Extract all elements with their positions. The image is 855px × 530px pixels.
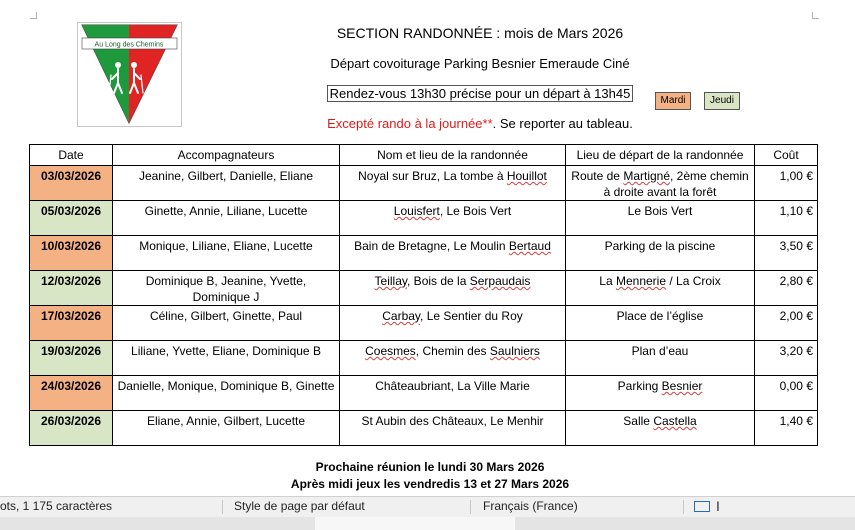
- header-date: Date: [30, 145, 113, 166]
- status-separator: [470, 500, 471, 514]
- games-afternoon: Après midi jeux les vendredis 13 et 27 Mars 2026: [290, 477, 570, 491]
- date-cell[interactable]: 05/03/2026: [30, 201, 113, 236]
- table-row: [30, 306, 818, 341]
- status-bar: [0, 496, 855, 517]
- status-separator: [683, 500, 684, 514]
- start-place-cell[interactable]: Salle Castella: [566, 411, 755, 446]
- header-start-place: Lieu de départ de la randonnée: [566, 145, 755, 166]
- departure-info: Départ covoiturage Parking Besnier Emeraude Ciné: [330, 56, 630, 71]
- header-hike-name: Nom et lieu de la randonnée: [340, 145, 566, 166]
- exception-red-text: Excepté rando à la journée**: [327, 116, 493, 131]
- cost-cell[interactable]: 1,10 €: [755, 201, 818, 236]
- guides-cell[interactable]: Monique, Liliane, Eliane, Lucette: [113, 236, 340, 271]
- text-cursor-icon: I: [716, 498, 720, 514]
- hike-name-cell[interactable]: Teillay, Bois de la Serpaudais: [340, 271, 566, 306]
- guides-cell[interactable]: Liliane, Yvette, Eliane, Dominique B: [113, 341, 340, 376]
- next-meeting: Prochaine réunion le lundi 30 Mars 2026: [315, 460, 545, 474]
- table-row: [30, 411, 818, 446]
- guides-cell[interactable]: Ginette, Annie, Liliane, Lucette: [113, 201, 340, 236]
- word-count[interactable]: ots, 1 175 caractères: [0, 499, 113, 513]
- hike-name-cell[interactable]: Bain de Bretagne, Le Moulin Bertaud: [340, 236, 566, 271]
- horizontal-scrollbar[interactable]: [0, 517, 855, 530]
- date-cell[interactable]: 12/03/2026: [30, 271, 113, 306]
- hikes-table[interactable]: [29, 144, 818, 446]
- legend-jeudi: Jeudi: [704, 92, 740, 110]
- table-row: [30, 376, 818, 411]
- exception-rest-text: . Se reporter au tableau.: [492, 116, 633, 131]
- table-row: [30, 271, 818, 306]
- date-cell[interactable]: 03/03/2026: [30, 166, 113, 201]
- start-place-cell[interactable]: Parking Besnier: [566, 376, 755, 411]
- date-cell[interactable]: 19/03/2026: [30, 341, 113, 376]
- start-place-cell[interactable]: Parking de la piscine: [566, 236, 755, 271]
- rendezvous-text: Rendez-vous 13h30 précise pour un départ à 13h45: [327, 85, 634, 102]
- club-logo[interactable]: [77, 22, 182, 127]
- hike-name-cell[interactable]: Noyal sur Bruz, La tombe à Houillot: [340, 166, 566, 201]
- table-row: [30, 201, 818, 236]
- start-place-cell[interactable]: La Mennerie / La Croix: [566, 271, 755, 306]
- page-corner-mark: [30, 12, 37, 19]
- date-cell[interactable]: 17/03/2026: [30, 306, 113, 341]
- exception-note: [180, 116, 780, 131]
- date-cell[interactable]: 26/03/2026: [30, 411, 113, 446]
- table-row: [30, 236, 818, 271]
- cost-cell[interactable]: 2,80 €: [755, 271, 818, 306]
- cost-cell[interactable]: 1,40 €: [755, 411, 818, 446]
- start-place-cell[interactable]: Le Bois Vert: [566, 201, 755, 236]
- page-style[interactable]: Style de page par défaut: [234, 499, 365, 513]
- guides-cell[interactable]: Dominique B, Jeanine, Yvette, Dominique J: [113, 271, 340, 306]
- hike-name-cell[interactable]: St Aubin des Châteaux, Le Menhir: [340, 411, 566, 446]
- date-cell[interactable]: 24/03/2026: [30, 376, 113, 411]
- scrollbar-thumb[interactable]: [315, 517, 515, 530]
- hike-name-cell[interactable]: Louisfert, Le Bois Vert: [340, 201, 566, 236]
- guides-cell[interactable]: Eliane, Annie, Gilbert, Lucette: [113, 411, 340, 446]
- cost-cell[interactable]: 3,20 €: [755, 341, 818, 376]
- language[interactable]: Français (France): [483, 499, 578, 513]
- header-guides: Accompagnateurs: [113, 145, 340, 166]
- logo-graphic: [78, 23, 181, 126]
- table-header-row: [30, 145, 818, 166]
- status-separator: [222, 500, 223, 514]
- hike-name-cell[interactable]: Coesmes, Chemin des Saulniers: [340, 341, 566, 376]
- guides-cell[interactable]: Céline, Gilbert, Ginette, Paul: [113, 306, 340, 341]
- cost-cell[interactable]: 0,00 €: [755, 376, 818, 411]
- logo-text: Au Long des Chemins: [94, 41, 164, 49]
- guides-cell[interactable]: Danielle, Monique, Dominique B, Ginette: [113, 376, 340, 411]
- cost-cell[interactable]: 2,00 €: [755, 306, 818, 341]
- hike-name-cell[interactable]: Châteaubriant, La Ville Marie: [340, 376, 566, 411]
- start-place-cell[interactable]: Place de l’église: [566, 306, 755, 341]
- cost-cell[interactable]: 3,50 €: [755, 236, 818, 271]
- legend-mardi: Mardi: [655, 92, 691, 110]
- start-place-cell[interactable]: Route de Martigné, 2ème chemin à droite avant la forêt: [566, 166, 755, 201]
- guides-cell[interactable]: Jeanine, Gilbert, Danielle, Eliane: [113, 166, 340, 201]
- page-corner-mark: [812, 12, 819, 19]
- hike-name-cell[interactable]: Carbay, Le Sentier du Roy: [340, 306, 566, 341]
- table-row: [30, 166, 818, 201]
- table-row: [30, 341, 818, 376]
- date-cell[interactable]: 10/03/2026: [30, 236, 113, 271]
- single-page-view-icon[interactable]: [694, 501, 710, 512]
- page-title: SECTION RANDONNÉE : mois de Mars 2026: [336, 25, 624, 41]
- start-place-cell[interactable]: Plan d’eau: [566, 341, 755, 376]
- cost-cell[interactable]: 1,00 €: [755, 166, 818, 201]
- header-cost: Coût: [755, 145, 818, 166]
